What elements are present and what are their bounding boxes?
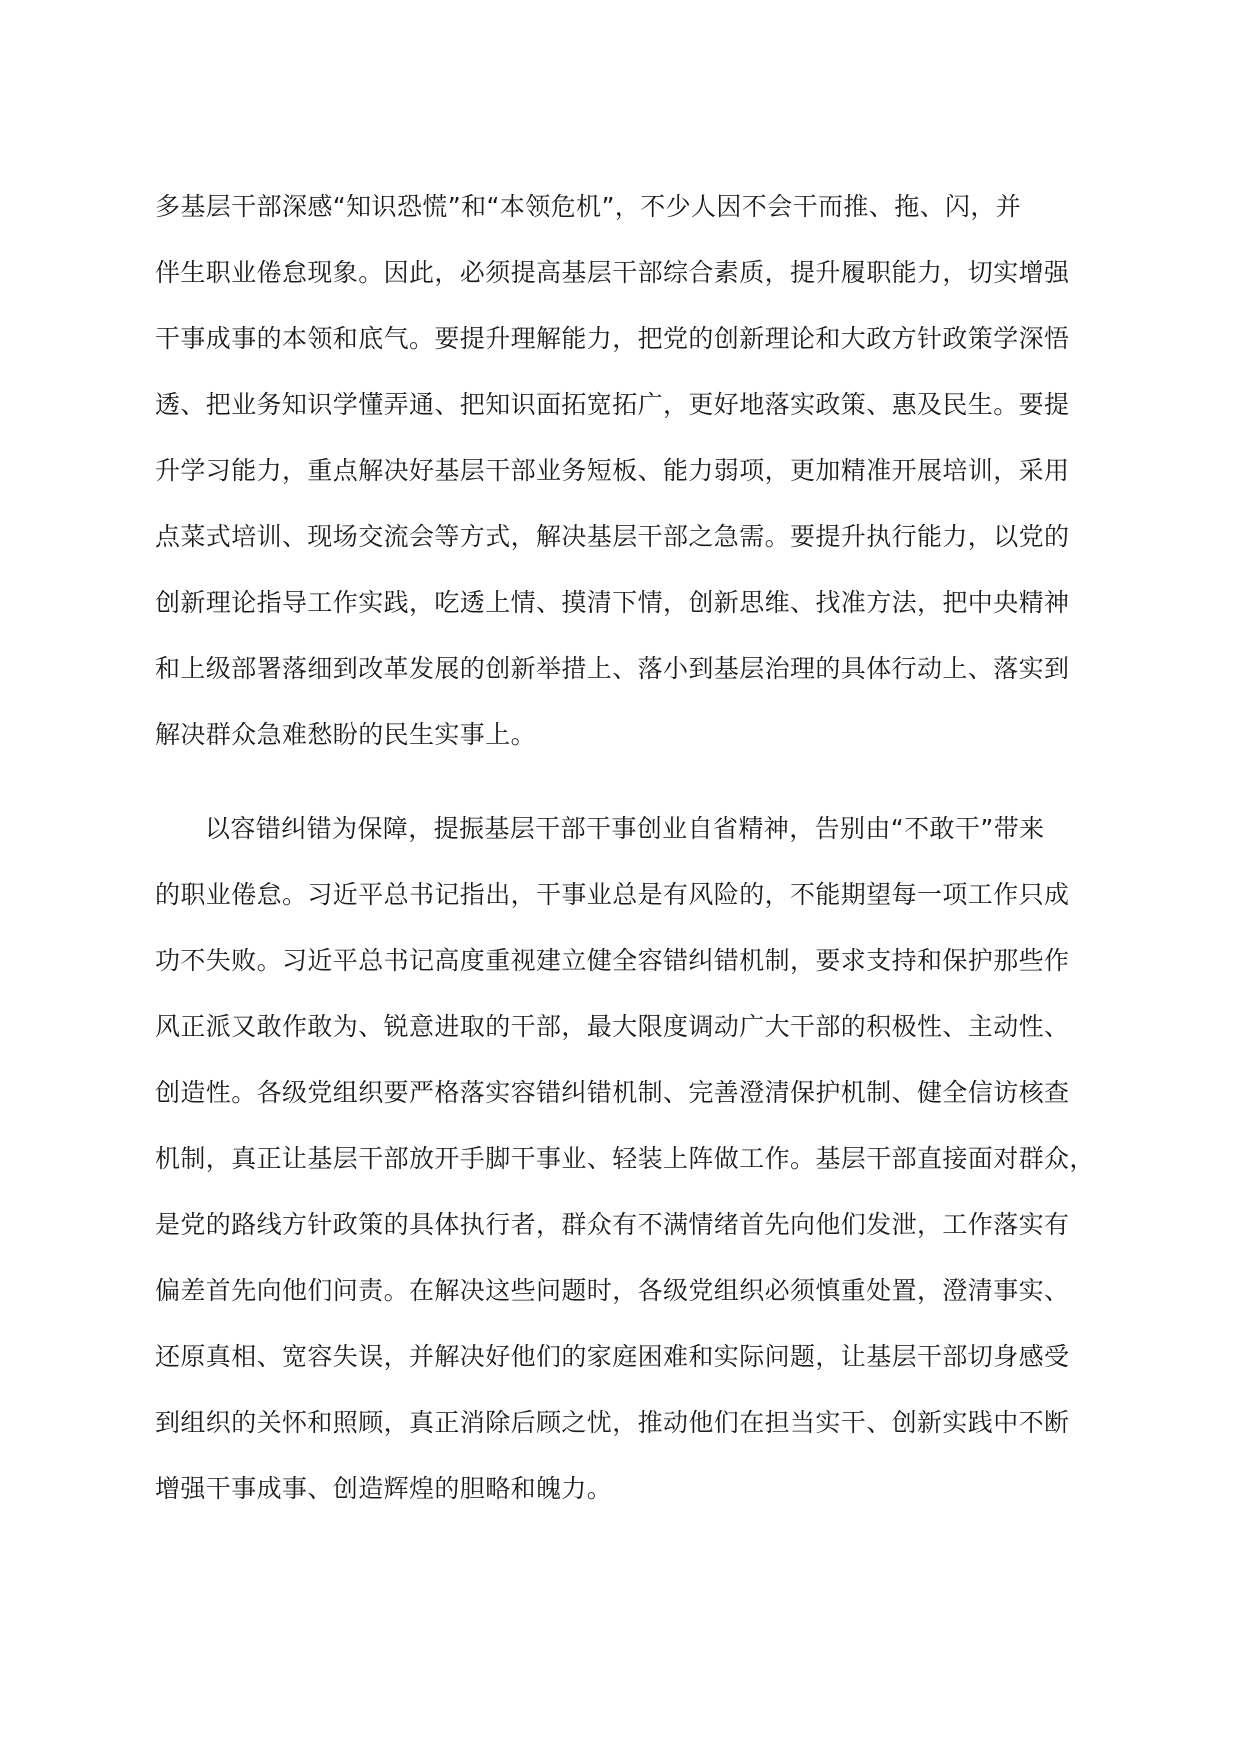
text-line: 机制，真正让基层干部放开手脚干事业、轻装上阵做工作。基层干部直接面对群众， bbox=[155, 1144, 1095, 1173]
text-line: 点菜式培训、现场交流会等方式，解决基层干部之急需。要提升执行能力，以党的 bbox=[155, 522, 1070, 551]
text-line: 偏差首先向他们问责。在解决这些问题时，各级党组织必须慎重处置，澄清事实、 bbox=[155, 1276, 1070, 1305]
document-body bbox=[155, 186, 1095, 1534]
text-line-first: 以容错纠错为保障，提振基层干部干事创业自省精神，告别由“不敢干”带来 bbox=[205, 814, 1045, 843]
text-line: 解决群众急难愁盼的民生实事上。 bbox=[155, 720, 537, 749]
paragraph-knowledge-ability bbox=[155, 186, 1070, 780]
text-line: 干事成事的本领和底气。要提升理解能力，把党的创新理论和大政方针政策学深悟 bbox=[155, 324, 1070, 353]
text-line: 功不失败。习近平总书记高度重视建立健全容错纠错机制，要求支持和保护那些作 bbox=[155, 946, 1070, 975]
paragraph-fault-tolerance bbox=[155, 808, 1095, 1534]
text-line: 风正派又敢作敢为、锐意进取的干部，最大限度调动广大干部的积极性、主动性、 bbox=[155, 1012, 1070, 1041]
text-line: 还原真相、宽容失误，并解决好他们的家庭困难和实际问题，让基层干部切身感受 bbox=[155, 1342, 1070, 1371]
text-line: 创造性。各级党组织要严格落实容错纠错机制、完善澄清保护机制、健全信访核查 bbox=[155, 1078, 1070, 1107]
text-line: 的职业倦怠。习近平总书记指出，干事业总是有风险的，不能期望每一项工作只成 bbox=[155, 880, 1070, 909]
text-line: 透、把业务知识学懂弄通、把知识面拓宽拓广，更好地落实政策、惠及民生。要提 bbox=[155, 390, 1070, 419]
text-line: 升学习能力，重点解决好基层干部业务短板、能力弱项，更加精准开展培训，采用 bbox=[155, 456, 1070, 485]
text-line: 伴生职业倦怠现象。因此，必须提高基层干部综合素质，提升履职能力，切实增强 bbox=[155, 258, 1070, 287]
text-line: 多基层干部深感“知识恐慌”和“本领危机”，不少人因不会干而推、拖、闪，并 bbox=[155, 192, 1022, 221]
paragraph-spacer bbox=[155, 780, 1065, 808]
text-line: 到组织的关怀和照顾，真正消除后顾之忧，推动他们在担当实干、创新实践中不断 bbox=[155, 1408, 1070, 1437]
text-line: 创新理论指导工作实践，吃透上情、摸清下情，创新思维、找准方法，把中央精神 bbox=[155, 588, 1070, 617]
text-line: 是党的路线方针政策的具体执行者，群众有不满情绪首先向他们发泄，工作落实有 bbox=[155, 1210, 1070, 1239]
text-line: 增强干事成事、创造辉煌的胆略和魄力。 bbox=[155, 1474, 613, 1503]
text-line: 和上级部署落细到改革发展的创新举措上、落小到基层治理的具体行动上、落实到 bbox=[155, 654, 1070, 683]
